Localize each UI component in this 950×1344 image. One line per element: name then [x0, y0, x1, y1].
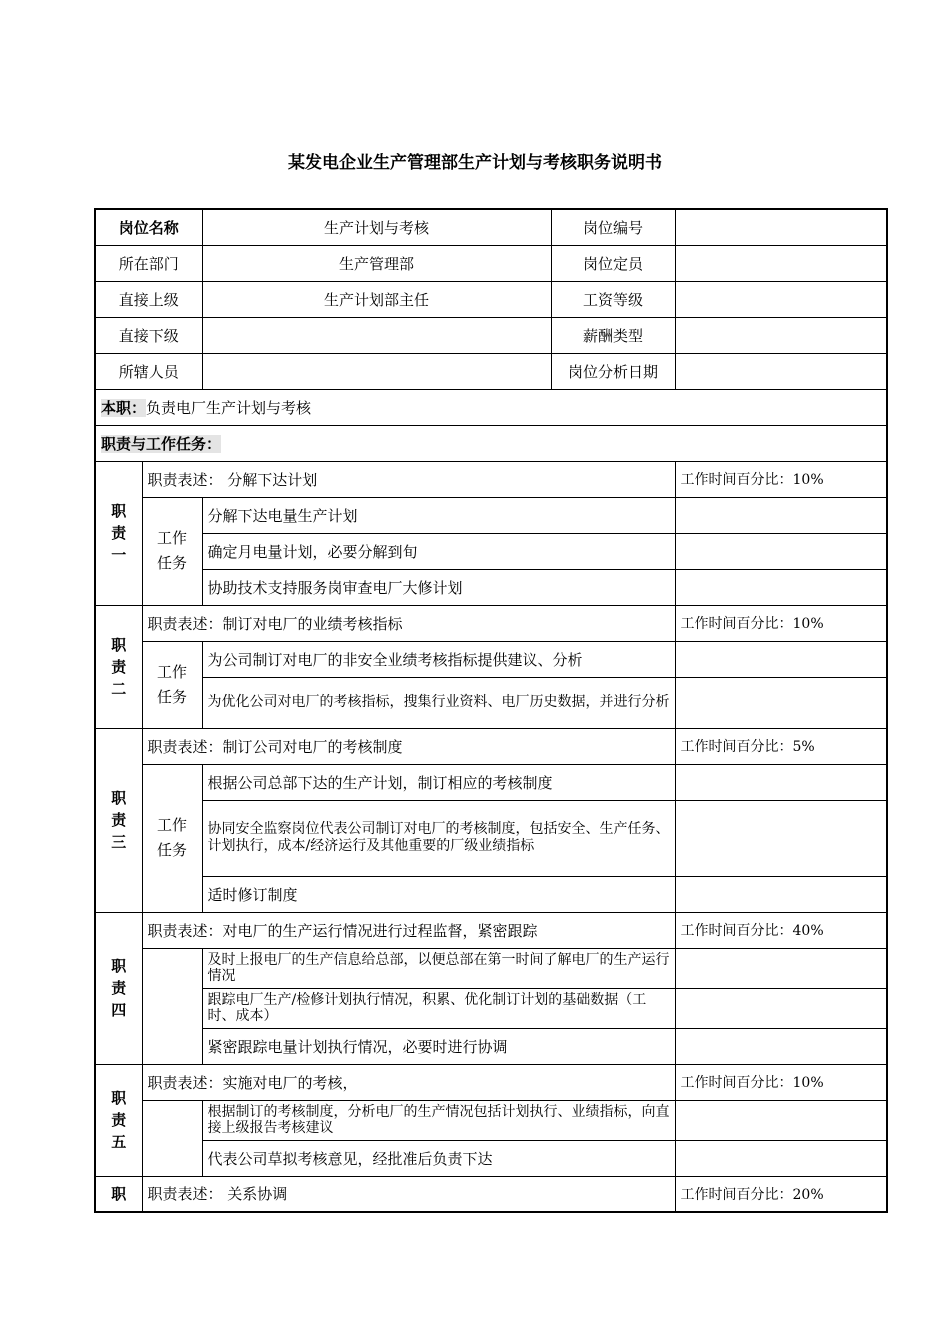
- info-row: [95, 209, 887, 245]
- field-label: 所辖人员: [95, 353, 202, 389]
- duty-description: 职责表述：对电厂的生产运行情况进行过程监督，紧密跟踪: [142, 912, 675, 948]
- duty-description: 职责表述： 关系协调: [142, 1176, 675, 1212]
- task-row: [95, 569, 887, 605]
- field-value: [675, 353, 887, 389]
- info-row: [95, 353, 887, 389]
- task-text: 协助技术支持服务岗审查电厂大修计划: [202, 569, 675, 605]
- duty-label: 本职：: [101, 398, 147, 417]
- duty-label-4: 职 责 四: [95, 912, 142, 1064]
- field-value: [675, 245, 887, 281]
- duty-label-2: 职 责 二: [95, 605, 142, 728]
- task-text: 紧密跟踪电量计划执行情况，必要时进行协调: [202, 1028, 675, 1064]
- field-value: [675, 317, 887, 353]
- field-label: 薪酬类型: [551, 317, 675, 353]
- task-row: [95, 876, 887, 912]
- duty-label-5: 职 责 五: [95, 1064, 142, 1176]
- duty-desc-row: [95, 605, 887, 641]
- time-percentage: 工作时间百分比：5%: [675, 728, 887, 764]
- task-text: 适时修订制度: [202, 876, 675, 912]
- field-value: [202, 353, 551, 389]
- duty-label-3: 职 责 三: [95, 728, 142, 912]
- duty-label-1: 职 责 一: [95, 461, 142, 605]
- task-text: 根据公司总部下达的生产计划，制订相应的考核制度: [202, 764, 675, 800]
- duty-description: 职责表述：实施对电厂的考核，: [142, 1064, 675, 1100]
- field-label: 所在部门: [95, 245, 202, 281]
- task-text: 为优化公司对电厂的考核指标，搜集行业资料、电厂历史数据，并进行分析: [202, 677, 675, 728]
- task-row: [95, 1140, 887, 1176]
- field-label: 直接下级: [95, 317, 202, 353]
- duty-label-6: 职: [95, 1176, 142, 1212]
- task-row: [95, 677, 887, 728]
- duty-desc-row: [95, 912, 887, 948]
- task-row: [95, 948, 887, 988]
- page-title: 某发电企业生产管理部生产计划与考核职务说明书: [288, 153, 662, 173]
- duty-desc-row: [95, 1176, 887, 1212]
- task-row: [95, 1028, 887, 1064]
- field-value: [675, 281, 887, 317]
- field-label: 岗位定员: [551, 245, 675, 281]
- time-percentage: 工作时间百分比：10%: [675, 1064, 887, 1100]
- task-text: 协同安全监察岗位代表公司制订对电厂的考核制度，包括安全、生产任务、计划执行，成本/经济运行及其他重要的厂级业绩指标: [202, 800, 675, 876]
- task-row: [95, 988, 887, 1028]
- task-text: 代表公司草拟考核意见，经批准后负责下达: [202, 1140, 675, 1176]
- field-value: 生产计划与考核: [202, 209, 551, 245]
- duty-description: 职责表述：制订对电厂的业绩考核指标: [142, 605, 675, 641]
- duty-desc-row: [95, 728, 887, 764]
- task-text: 及时上报电厂的生产信息给总部，以便总部在第一时间了解电厂的生产运行情况: [202, 948, 675, 988]
- task-label: 工作 任务: [142, 641, 202, 728]
- time-percentage: 工作时间百分比：40%: [675, 912, 887, 948]
- time-percentage: 工作时间百分比：20%: [675, 1176, 887, 1212]
- field-value: [675, 209, 887, 245]
- time-percentage: 工作时间百分比：10%: [675, 605, 887, 641]
- field-value: 生产管理部: [202, 245, 551, 281]
- duty-desc-row: [95, 461, 887, 497]
- duty-row: [95, 389, 887, 425]
- field-label: 岗位名称: [95, 209, 202, 245]
- field-value: [202, 317, 551, 353]
- task-text: 根据制订的考核制度，分析电厂的生产情况包括计划执行、业绩指标，向直接上级报告考核建议: [202, 1100, 675, 1140]
- task-row: [95, 764, 887, 800]
- field-label: 岗位编号: [551, 209, 675, 245]
- info-row: [95, 317, 887, 353]
- section-row: [95, 425, 887, 461]
- task-row: [95, 497, 887, 533]
- field-label: 直接上级: [95, 281, 202, 317]
- section-title: 职责与工作任务：: [101, 434, 222, 453]
- task-text: 为公司制订对电厂的非安全业绩考核指标提供建议、分析: [202, 641, 675, 677]
- duty-desc-row: [95, 1064, 887, 1100]
- task-label: 工作 任务: [142, 764, 202, 912]
- duty-description: 职责表述：制订公司对电厂的考核制度: [142, 728, 675, 764]
- task-text: 确定月电量计划，必要分解到旬: [202, 533, 675, 569]
- task-label: 工作 任务: [142, 497, 202, 605]
- task-row: [95, 533, 887, 569]
- field-label: 工资等级: [551, 281, 675, 317]
- task-row: [95, 641, 887, 677]
- duty-text: 负责电厂生产计划与考核: [146, 398, 312, 417]
- task-text: 跟踪电厂生产/检修计划执行情况，积累、优化制订计划的基础数据（工时、成本）: [202, 988, 675, 1028]
- time-percentage: 工作时间百分比：10%: [675, 461, 887, 497]
- info-row: [95, 281, 887, 317]
- job-description-table: [94, 208, 888, 1213]
- field-label: 岗位分析日期: [551, 353, 675, 389]
- duty-description: 职责表述： 分解下达计划: [142, 461, 675, 497]
- field-value: 生产计划部主任: [202, 281, 551, 317]
- info-row: [95, 245, 887, 281]
- task-row: [95, 800, 887, 876]
- task-text: 分解下达电量生产计划: [202, 497, 675, 533]
- task-row: [95, 1100, 887, 1140]
